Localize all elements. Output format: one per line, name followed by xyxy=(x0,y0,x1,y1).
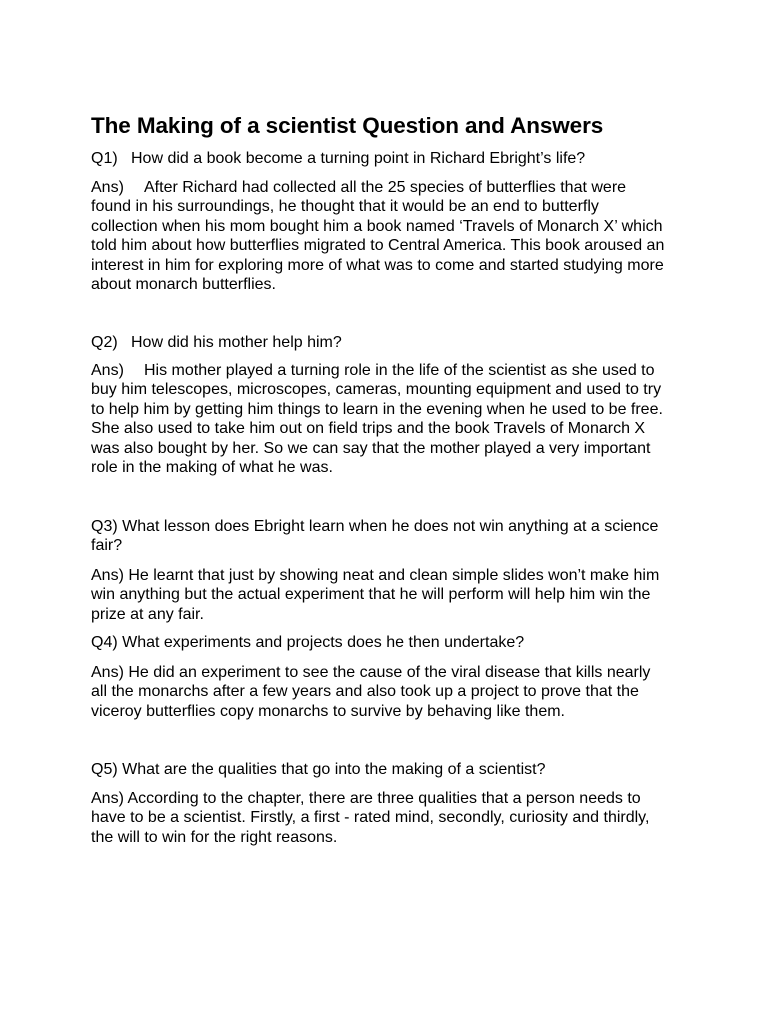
answer-1-line: interest in him for exploring more of what was to come and started studying more xyxy=(91,256,664,274)
answer-4-line: viceroy butterflies copy monarchs to survive by behaving like them. xyxy=(91,702,565,720)
answer-5-line: Ans) According to the chapter, there are three qualities that a person needs to xyxy=(91,790,641,807)
answer-1-label: Ans) xyxy=(91,179,124,196)
answer-2-label: Ans) xyxy=(91,362,124,379)
answer-2-line: buy him telescopes, microscopes, cameras, mounting equipment and used to try xyxy=(91,381,662,399)
answer-5-line: the will to win for the right reasons. xyxy=(91,828,338,846)
question-5-line: Q5) What are the qualities that go into the making of a scientist? xyxy=(91,761,546,778)
question-2-label: Q2) xyxy=(91,334,118,351)
question-3-line: Q3) What lesson does Ebright learn when he does not win anything at a science xyxy=(91,518,659,535)
question-2-text: How did his mother help him? xyxy=(131,334,342,351)
answer-1-line: about monarch butterflies. xyxy=(91,276,276,294)
page-title: The Making of a scientist Question and Answers xyxy=(91,113,604,138)
answer-1-line: collection when his mom bought him a book named ‘Travels of Monarch X’ which xyxy=(91,217,663,235)
answer-2-line: role in the making of what he was. xyxy=(91,459,333,477)
answer-2 xyxy=(91,361,691,477)
answer-4 xyxy=(91,663,691,721)
answer-4-line: Ans) He did an experiment to see the cause of the viral disease that kills nearly xyxy=(91,664,651,681)
answer-2-line: She also used to take him out on field trips and the book Travels of Monarch X xyxy=(91,420,646,438)
question-1 xyxy=(91,149,691,168)
answer-3-line: Ans) He learnt that just by showing neat and clean simple slides won’t make him xyxy=(91,567,660,584)
answer-3-line: prize at any fair. xyxy=(91,605,204,623)
answer-2-line: Ans) His mother played a turning role in the life of the scientist as she used to xyxy=(91,362,655,379)
answer-3 xyxy=(91,566,691,624)
question-4 xyxy=(91,633,691,652)
answer-3-line: win anything but the actual experiment that he will perform will help him win the xyxy=(91,586,651,604)
answer-1-line: told him about how butterflies migrated to Central America. This book aroused an xyxy=(91,237,665,255)
question-1-text: How did a book become a turning point in Richard Ebright’s life? xyxy=(131,150,586,167)
answer-1-line: found in his surroundings, he thought that it would be an end to butterfly xyxy=(91,198,599,216)
answer-2-line: was also bought by her. So we can say that the mother played a very important xyxy=(91,439,651,457)
question-2 xyxy=(91,333,691,352)
answer-1 xyxy=(91,178,691,294)
answer-2-line: to help him by getting him things to learn in the evening when he used to be free. xyxy=(91,400,663,418)
answer-4-line: all the monarchs after a few years and also took up a project to prove that the xyxy=(91,683,639,701)
answer-5 xyxy=(91,789,691,847)
question-3 xyxy=(91,517,691,556)
question-3-line: fair? xyxy=(91,537,123,555)
question-5 xyxy=(91,760,691,779)
answer-1-line: Ans) After Richard had collected all the 25 species of butterflies that were xyxy=(91,179,627,196)
question-1-label: Q1) xyxy=(91,150,118,167)
question-4-line: Q4) What experiments and projects does he then undertake? xyxy=(91,634,525,651)
answer-5-line: have to be a scientist. Firstly, a first - rated mind, secondly, curiosity and thirdly, xyxy=(91,809,650,827)
